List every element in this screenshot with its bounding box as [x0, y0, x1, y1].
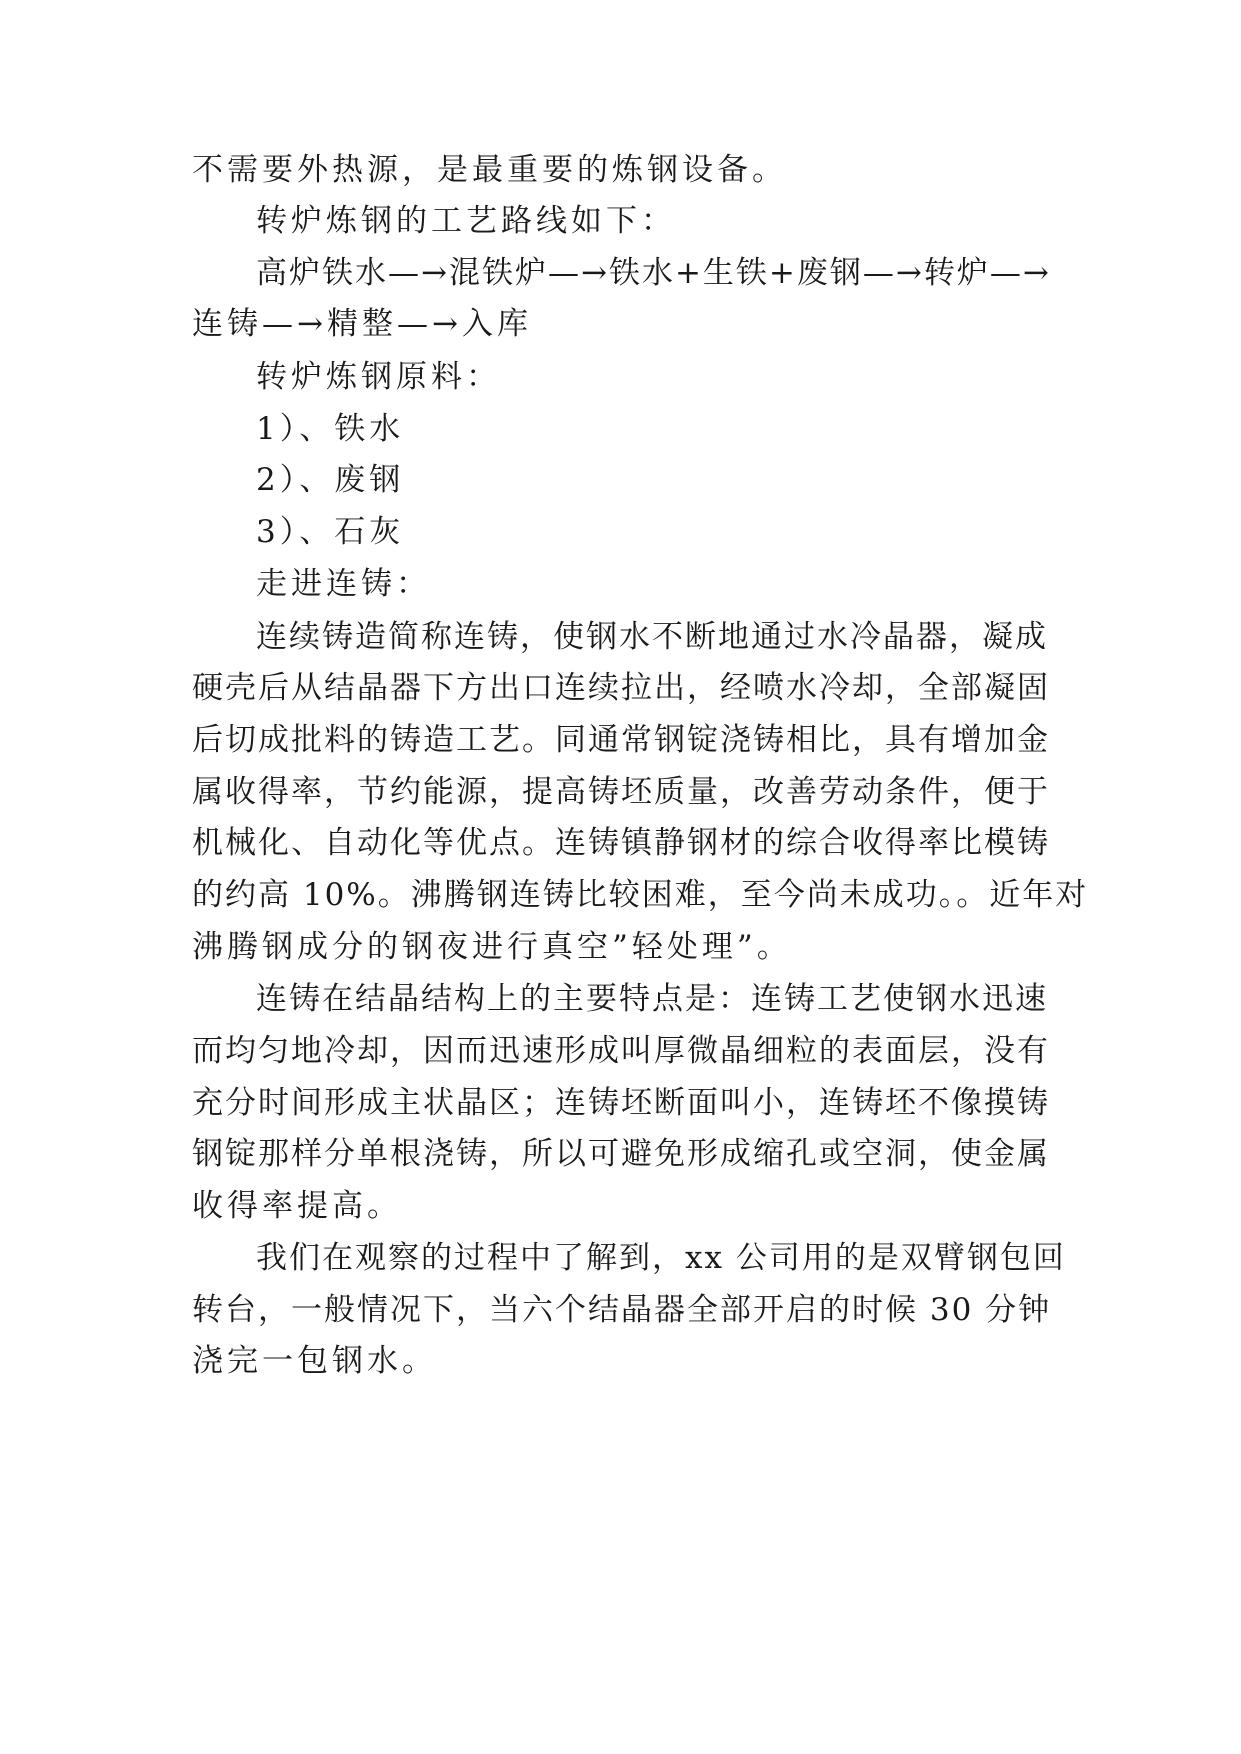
text-line: 硬壳后从结晶器下方出口连续拉出，经喷水冷却，全部凝固: [192, 670, 1050, 706]
list-item: 2）、废钢: [256, 462, 405, 498]
text-line: 而均匀地冷却，因而迅速形成叫厚微晶细粒的表面层，没有: [192, 1033, 1050, 1069]
text-line: 转台，一般情况下，当六个结晶器全部开启的时候 30 分钟: [192, 1292, 1052, 1328]
text-line: 高炉铁水—→混铁炉—→铁水+生铁+废钢—→转炉—→: [256, 255, 1051, 291]
text-line: 的约高 10%。沸腾钢连铸比较困难，至今尚未成功。。近年对: [192, 877, 1089, 913]
text-line: 转炉炼钢原料：: [256, 359, 501, 395]
text-line: 不需要外热源，是最重要的炼钢设备。: [192, 152, 787, 188]
text-line: 我们在观察的过程中了解到，xx 公司用的是双臂钢包回: [256, 1240, 1066, 1276]
text-line: 机械化、自动化等优点。连铸镇静钢材的综合收得率比模铸: [192, 825, 1050, 861]
text-line: 属收得率，节约能源，提高铸坯质量，改善劳动条件，便于: [192, 774, 1050, 810]
text-line: 沸腾钢成分的钢夜进行真空”轻处理”。: [192, 929, 792, 965]
list-item: 3）、石灰: [256, 514, 405, 550]
text-line: 连铸在结晶结构上的主要特点是：连铸工艺使钢水迅速: [256, 981, 1048, 1017]
text-line: 充分时间形成主状晶区；连铸坯断面叫小，连铸坯不像摸铸: [192, 1085, 1050, 1121]
text-line: 连续铸造简称连铸，使钢水不断地通过水冷晶器，凝成: [256, 619, 1048, 655]
text-line: 后切成批料的铸造工艺。同通常钢锭浇铸相比，具有增加金: [192, 722, 1050, 758]
section-heading: 走进连铸：: [256, 566, 431, 602]
list-item: 1）、铁水: [256, 411, 405, 447]
text-line: 转炉炼钢的工艺路线如下：: [256, 203, 676, 239]
text-line: 收得率提高。: [192, 1188, 402, 1224]
text-line: 钢锭那样分单根浇铸，所以可避免形成缩孔或空洞，使金属: [192, 1136, 1050, 1172]
text-line: 连铸—→精整—→入库: [192, 306, 532, 342]
text-line: 浇完一包钢水。: [192, 1343, 437, 1379]
